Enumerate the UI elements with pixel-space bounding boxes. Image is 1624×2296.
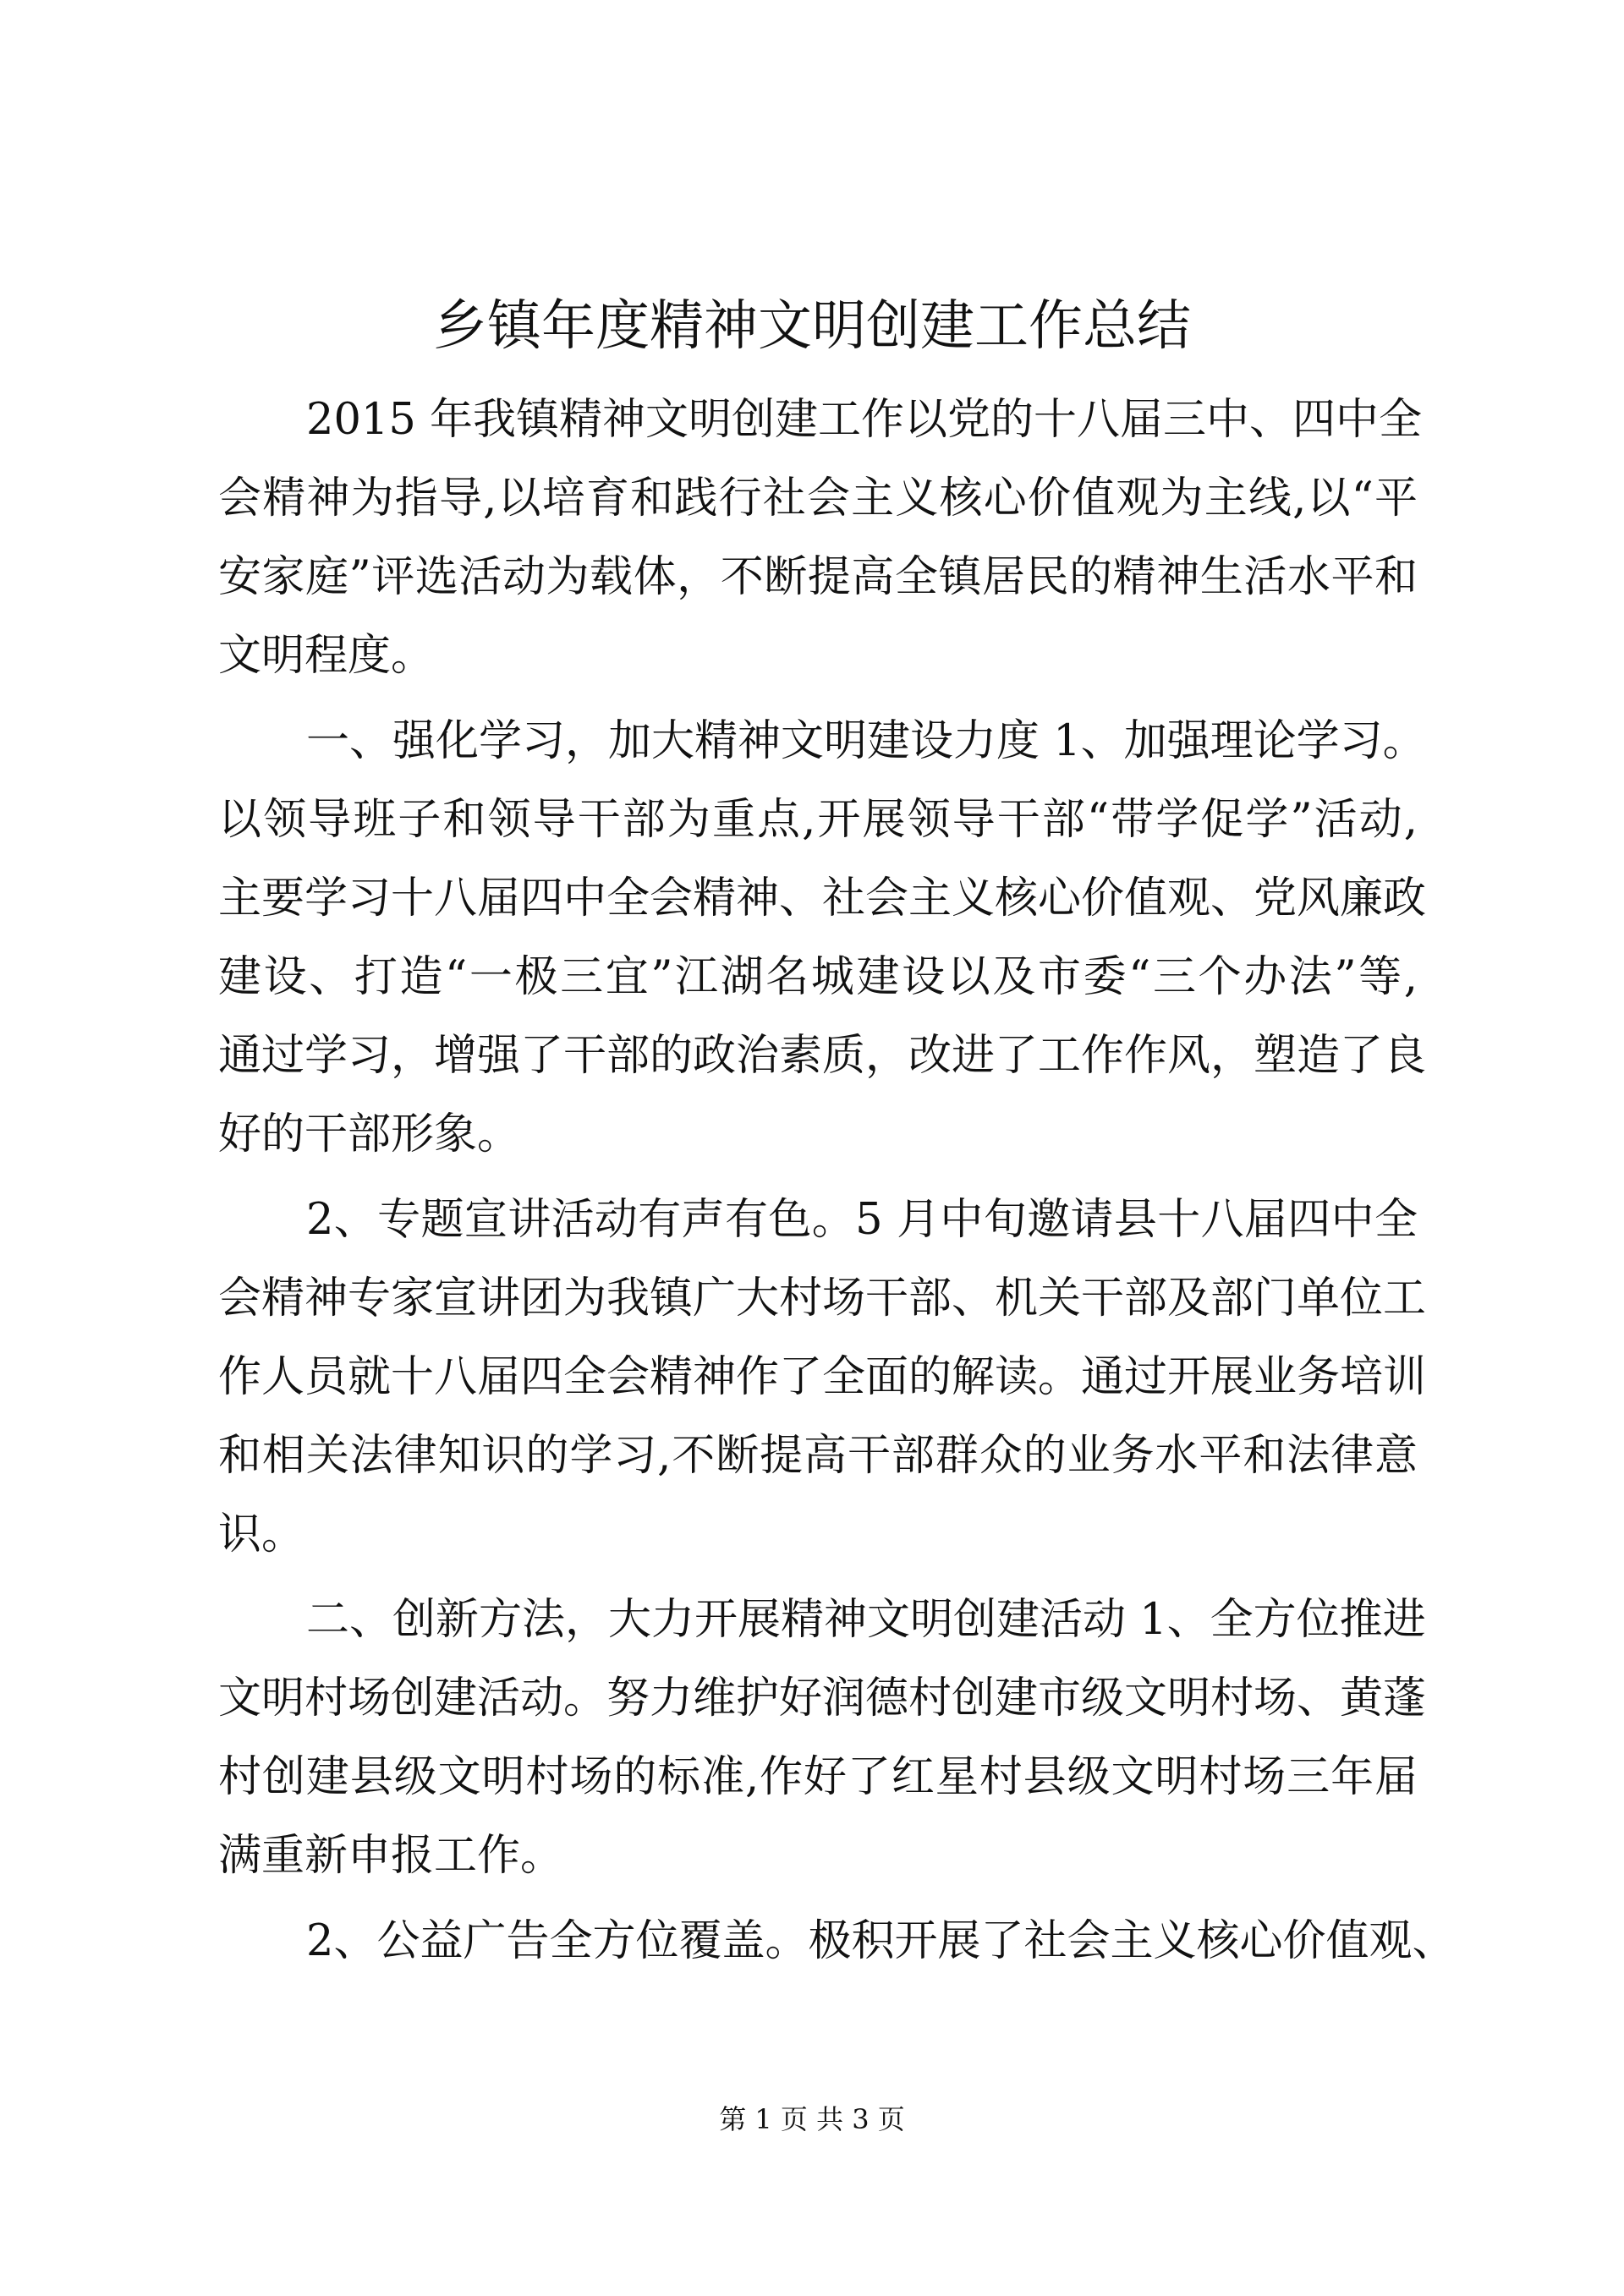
text-line: 满重新申报工作。 [218, 1831, 564, 1881]
document-title: 乡镇年度精神文明创建工作总结 [433, 295, 1191, 358]
page-footer: 第 1 页 共 3 页 [719, 2103, 905, 2135]
paragraph [218, 1581, 1427, 1895]
text-line: 文明程度。 [218, 631, 435, 681]
text-line: 一、强化学习，加大精神文明建设力度 1、加强理论学习。 [306, 716, 1426, 766]
text-line: 以领导班子和领导干部为重点,开展领导干部“带学促学”活动, [218, 795, 1418, 845]
text-line: 文明村场创建活动。努力维护好润德村创建市级文明村场、黄蓬 [218, 1674, 1427, 1723]
text-line: 作人员就十八届四全会精神作了全面的解读。通过开展业务培训 [218, 1352, 1427, 1402]
paragraph [218, 1902, 1456, 1981]
text-line: 和相关法律知识的学习,不断提高干部群众的业务水平和法律意 [218, 1431, 1418, 1481]
text-line: 会精神专家宣讲团为我镇广大村场干部、机关干部及部门单位工 [218, 1274, 1427, 1323]
text-line: 2015 年我镇精神文明创建工作以党的十八届三中、四中全 [306, 395, 1423, 445]
text-line: 通过学习，增强了干部的政治素质，改进了工作作风，塑造了良 [218, 1031, 1427, 1081]
text-line: 主要学习十八届四中全会精神、社会主义核心价值观、党风廉政 [218, 874, 1427, 923]
text-line: 识。 [218, 1510, 305, 1559]
paragraph [218, 381, 1423, 695]
text-line: 村创建县级文明村场的标准,作好了红星村县级文明村场三年届 [218, 1752, 1418, 1802]
text-line: 建设、打造“一极三宜”江湖名城建设以及市委“三个办法”等, [218, 952, 1418, 1002]
document-body [218, 381, 1456, 1987]
text-line: 二、创新方法，大力开展精神文明创建活动 1、全方位推进 [306, 1595, 1426, 1645]
text-line: 安家庭”评选活动为载体，不断提高全镇居民的精神生活水平和 [218, 552, 1418, 602]
text-line: 2、专题宣讲活动有声有色。5 月中旬邀请县十八届四中全 [306, 1195, 1418, 1245]
text-line: 2、公益广告全方位覆盖。极积开展了社会主义核心价值观、 [306, 1916, 1456, 1966]
text-line: 好的干部形象。 [218, 1110, 521, 1159]
paragraph [218, 702, 1427, 1174]
paragraph [218, 1181, 1427, 1574]
text-line: 会精神为指导,以培育和践行社会主义核心价值观为主线,以“平 [218, 474, 1418, 523]
